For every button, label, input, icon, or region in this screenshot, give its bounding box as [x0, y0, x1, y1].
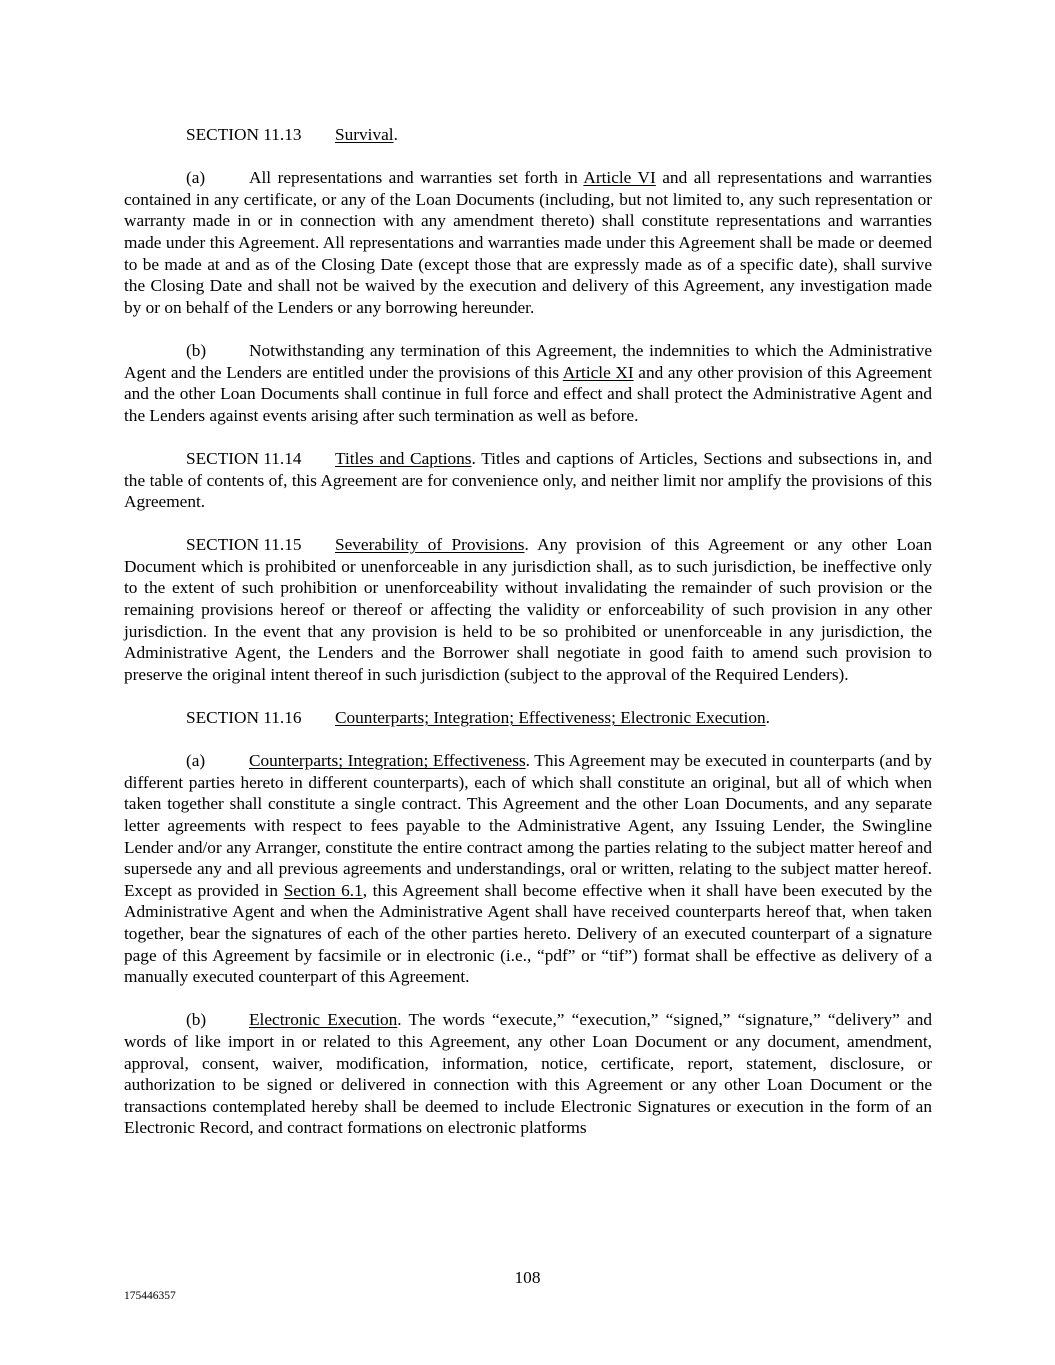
section-11-13-heading: SECTION 11.13 Survival.: [186, 125, 398, 144]
section-number: SECTION 11.13: [186, 125, 302, 144]
section-title: Survival: [335, 125, 394, 144]
article-xi-reference: Article XI: [562, 362, 634, 382]
document-body: [124, 124, 932, 1139]
section-11-15: SECTION 11.15 Severability of Provisions. Any provision of this Agreement or any other Loan Document which is prohibited or unenforceable in any jurisdiction shall, as to such jurisdiction, be ineffective only to the extent of such prohibition or unenforceability without invalidating the remainder of such provision or the remaining provisions hereof or thereof or affecting the validity or enforceability of such provision in any other jurisdiction. In the event that any provision is held to be so prohibited or unenforceable in any jurisdiction, the Administrative Agent, the Lenders and the Borrower shall negotiate in good faith to amend such provision to preserve the original intent thereof in such jurisdiction (subject to the approval of the Required Lenders).: [124, 535, 932, 684]
section-number: SECTION 11.15: [186, 535, 302, 555]
section-11-16-heading: SECTION 11.16 Counterparts; Integration; Effectiveness; Electronic Execution.: [186, 708, 770, 728]
section-11-14: SECTION 11.14 Titles and Captions. Titles and captions of Articles, Sections and subsections in, and the table of contents of, this Agreement are for convenience only, and neither limit nor amplify the provisions of this Agreement.: [124, 448, 932, 512]
section-6-1-reference: Section 6.1: [283, 880, 363, 900]
section-title: Severability of Provisions: [335, 535, 525, 555]
section-11-16-b: (b) Electronic Execution. The words “execute,” “execution,” “signed,” “signature,” “delivery” and words of like import in or related to this Agreement, any other Loan Document or any document, amendment, approval, consent, waiver, modification, information, notice, certificate, report, statement, disclosure, or authorization to be signed or delivered in connection with this Agreement or any other Loan Document or the transactions contemplated hereby shall be deemed to include Electronic Signatures or execution in the form of an Electronic Record, and contract formations on electronic platforms: [124, 1010, 933, 1138]
subsection-title: Counterparts; Integration; Effectiveness: [249, 751, 526, 771]
subsection-label: (b): [186, 1010, 207, 1030]
page-number: 108: [514, 1268, 541, 1287]
subsection-label: (a): [186, 168, 206, 188]
subsection-label: (a): [186, 751, 206, 771]
section-11-16-a: (a) Counterparts; Integration; Effectiveness. This Agreement may be executed in counterparts (and by different parties hereto in different counterparts), each of which shall constitute an original, but all of which when taken together shall constitute a single contract. This Agreement and the other Loan Documents, and any separate letter agreements with respect to fees payable to the Administrative Agent, any Issuing Lender, the Swingline Lender and/or any Arranger, constitute the entire contract among the parties relating to the subject matter hereof and supersede any and all previous agreements and understandings, oral or written, relating to the subject matter hereof. Except as provided in Section 6.1, this Agreement shall become effective when it shall have been executed by the Administrative Agent and when the Administrative Agent shall have received counterparts hereof that, when taken together, bear the signatures of each of the other parties hereto. Delivery of an executed counterpart of a signature page of this Agreement by facsimile or in electronic (i.e., “pdf” or “tif”) format shall be effective as delivery of a manually executed counterpart of this Agreement.: [124, 751, 932, 987]
section-11-13-a: (a) All representations and warranties set forth in Article VI and all representations and warranties contained in any certificate, or any of the Loan Documents (including, but not limited to, any such representation or warranty made in or in connection with any amendment thereto) shall constitute representations and warranties made under this Agreement. All representations and warranties made under this Agreement shall be made or deemed to be made at and as of the Closing Date (except those that are expressly made as of a specific date), shall survive the Closing Date and shall not be waived by the execution and delivery of this Agreement, any investigation made by or on behalf of the Lenders or any borrowing hereunder.: [124, 168, 932, 317]
section-number: SECTION 11.14: [186, 448, 302, 468]
section-title: Counterparts; Integration; Effectiveness; Electronic Execution: [335, 708, 766, 728]
document-id: 175446357: [124, 1290, 176, 1302]
article-vi-reference: Article VI: [583, 168, 656, 188]
section-11-13-b: (b) Notwithstanding any termination of this Agreement, the indemnities to which the Administrative Agent and the Lenders are entitled under the provisions of this Article XI and any other provision of this Agreement and the other Loan Documents shall continue in full force and effect and shall protect the Administrative Agent and the Lenders against events arising after such termination as well as before.: [124, 340, 932, 425]
subsection-title: Electronic Execution: [249, 1010, 398, 1030]
section-title: Titles and Captions: [335, 448, 472, 468]
subsection-label: (b): [186, 340, 207, 360]
section-number: SECTION 11.16: [186, 708, 302, 728]
